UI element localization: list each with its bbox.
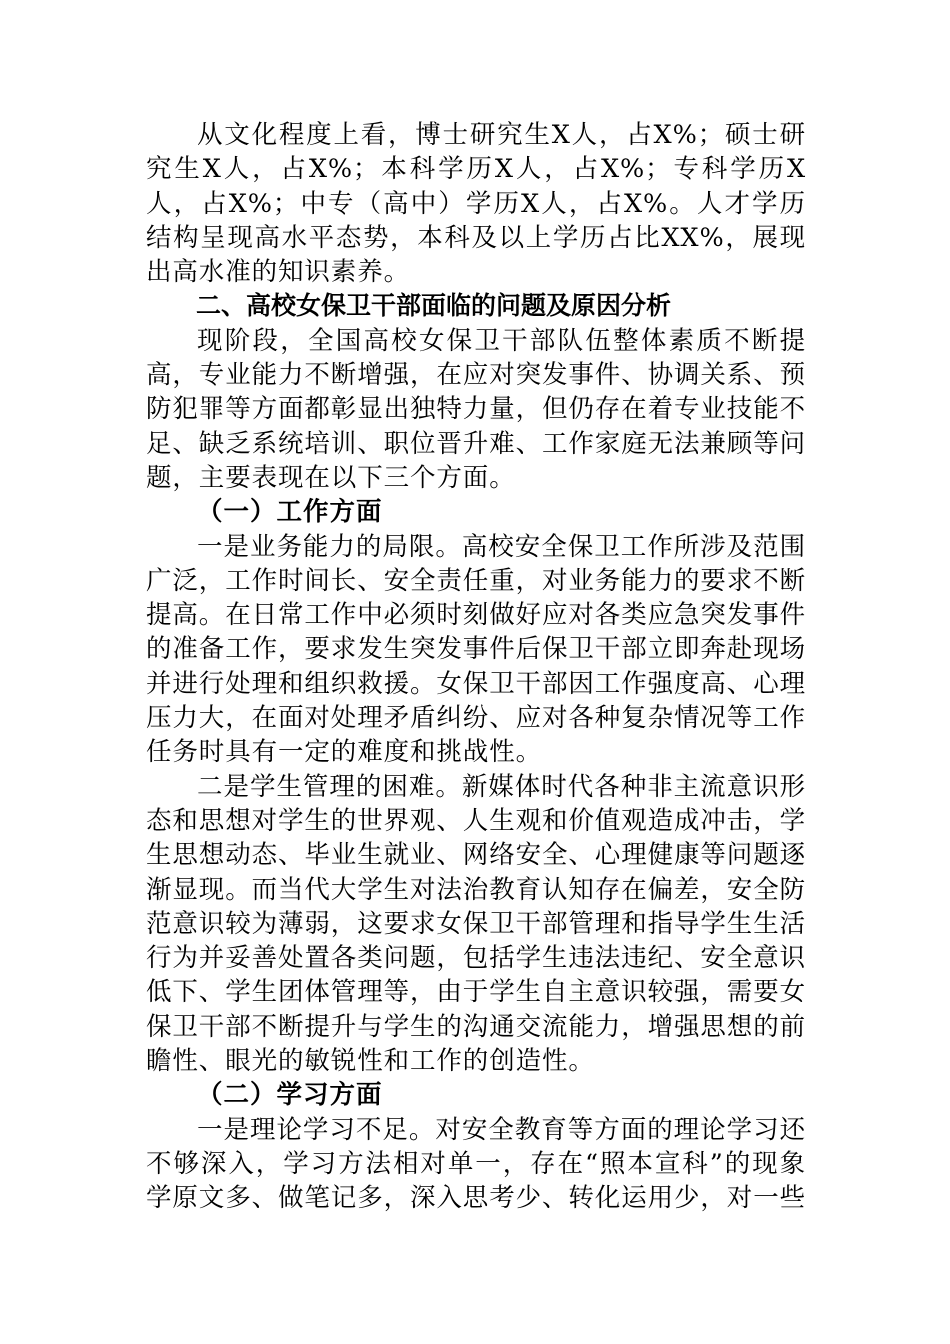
- paragraph-student-management: 二是学生管理的困难。新媒体时代各种非主流意识形态和思想对学生的世界观、人生观和价值观造成冲击，学生思想动态、毕业生就业、网络安全、心理健康等问题逐渐显现。而当代大学生对法治教育认知存在偏差，安全防范意识较为薄弱，这要求女保卫干部管理和指导学生生活行为并妥善处置各类问题，包括学生违法违纪、安全意识低下、学生团体管理等，由于学生自主意识较强，需要女保卫干部不断提升与学生的沟通交流能力，增强思想的前瞻性、眼光的敏锐性和工作的创造性。: [146, 771, 807, 1077]
- paragraph-business-ability: 一是业务能力的局限。高校安全保卫工作所涉及范围广泛，工作时间长、安全责任重，对业务能力的要求不断提高。在日常工作中必须时刻做好应对各类应急突发事件的准备工作，要求发生突发事件后保卫干部立即奔赴现场并进行处理和组织救援。女保卫干部因工作强度高、心理压力大，在面对处理矛盾纠纷、应对各种复杂情况等工作任务时具有一定的难度和挑战性。: [146, 531, 807, 768]
- document-page: [146, 118, 806, 1216]
- paragraph-education-level: 从文化程度上看，博士研究生X人，占X%；硕士研究生X人，占X%；本科学历X人，占X%；专科学历X人，占X%；中专（高中）学历X人，占X%。人才学历结构呈现高水平态势，本科及以上学历占比XX%，展现出高水准的知识素养。: [146, 120, 806, 288]
- paragraph-theory-study: 一是理论学习不足。对安全教育等方面的理论学习还不够深入，学习方法相对单一，存在“照本宣科”的现象学原文多、做笔记多，深入思考少、转化运用少，对一些: [146, 1114, 807, 1214]
- paragraph-current-stage: 现阶段，全国高校女保卫干部队伍整体素质不断提高，专业能力不断增强，在应对突发事件、协调关系、预防犯罪等方面都彰显出独特力量，但仍存在着专业技能不足、缺乏系统培训、职位晋升难、工作家庭无法兼顾等问题，主要表现在以下三个方面。: [146, 325, 807, 493]
- section-heading-problems: 二、高校女保卫干部面临的问题及原因分析: [196, 291, 672, 321]
- subheading-work: （一）工作方面: [197, 497, 383, 528]
- subheading-study: （二）学习方面: [197, 1080, 383, 1111]
